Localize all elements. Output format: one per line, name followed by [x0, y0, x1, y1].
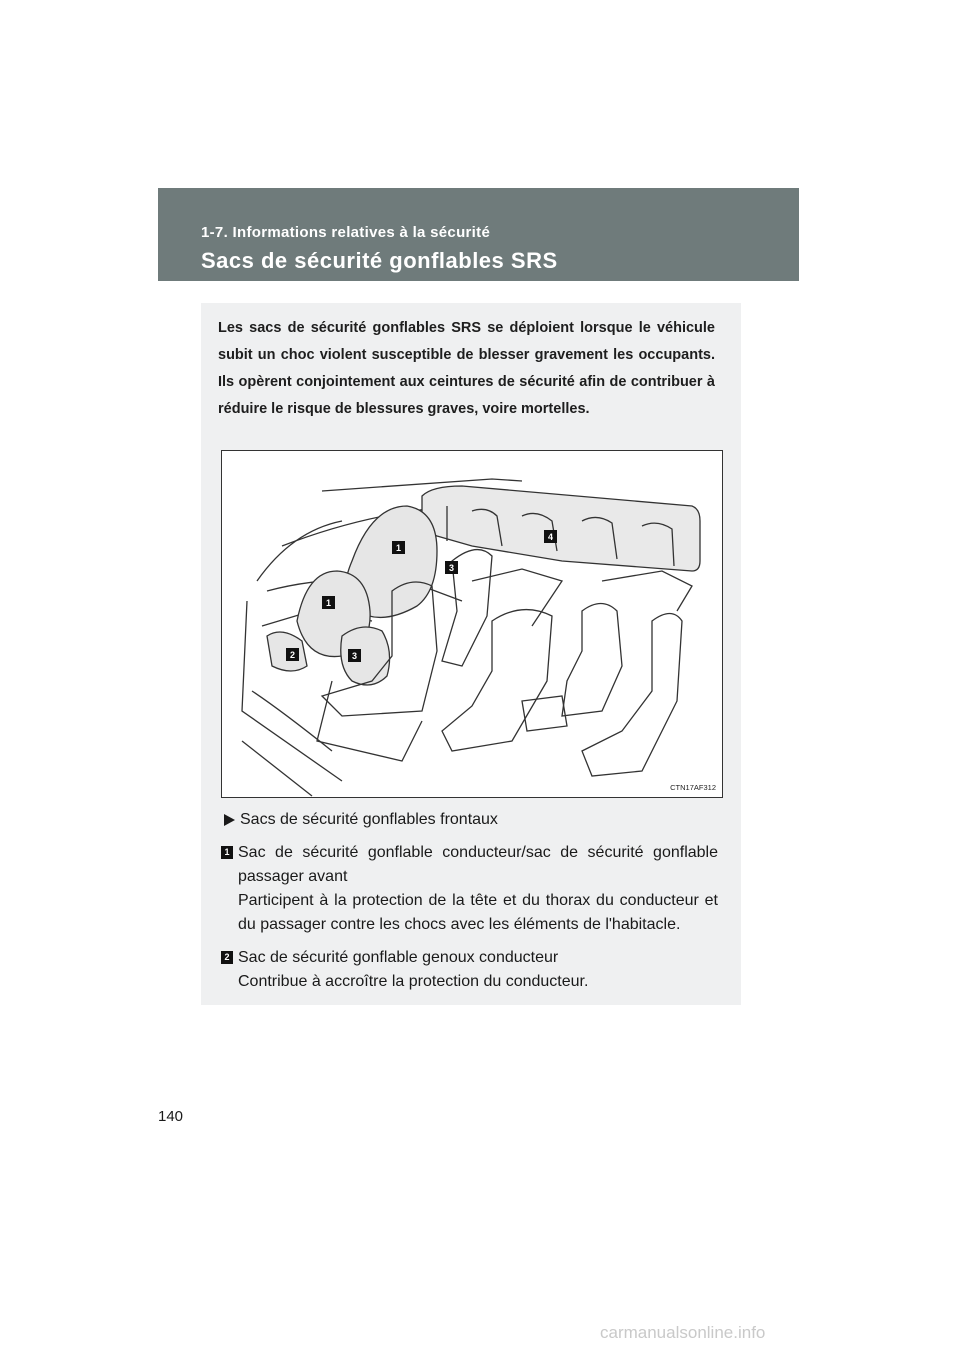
item-description: Contribue à accroître la protection du conducteur.: [238, 973, 589, 990]
item-description: Participent à la protection de la tête et du thorax du conducteur et du passager contre les chocs avec les éléments de l'habitacle.: [238, 892, 718, 933]
chapter-header: [158, 188, 799, 281]
figure-code: CTN17AF312: [670, 783, 716, 792]
number-badge: 1: [221, 846, 233, 859]
list-item: [221, 841, 718, 937]
section-label: 1-7. Informations relatives à la sécurité: [201, 224, 491, 241]
triangle-arrow-icon: [224, 814, 235, 826]
list-heading: [221, 808, 718, 832]
watermark: carmanualsonline.info: [600, 1323, 766, 1342]
callout-label: 3: [448, 563, 455, 573]
page-title: Sacs de sécurité gonflables SRS: [201, 248, 558, 273]
airbag-list: [221, 808, 718, 1003]
intro-paragraph: Les sacs de sécurité gonflables SRS se déploient lorsque le véhicule subit un choc violent susceptible de blesser gravement les occupants. Ils opèrent conjointement aux ceintures de sécurité afin de contribuer à réduire le risque de blessures graves, voire mortelles.: [218, 320, 715, 417]
vehicle-interior-drawing: [222, 451, 723, 798]
item-title: Sac de sécurité gonflable genoux conducteur: [238, 949, 559, 966]
page-number: 140: [158, 1108, 184, 1125]
item-title: Sac de sécurité gonflable conducteur/sac de sécurité gonflable passager avant: [238, 844, 718, 885]
callout-label: 2: [289, 650, 296, 660]
callout-label: 4: [547, 532, 554, 542]
content-panel: [201, 303, 741, 1005]
callout-label: 1: [325, 598, 332, 608]
callout-label: 3: [351, 651, 358, 661]
number-badge: 2: [221, 951, 233, 964]
callout-label: 1: [395, 543, 402, 553]
list-heading-text: Sacs de sécurité gonflables frontaux: [240, 811, 498, 828]
list-item: [221, 946, 718, 994]
airbag-illustration: [221, 450, 723, 798]
